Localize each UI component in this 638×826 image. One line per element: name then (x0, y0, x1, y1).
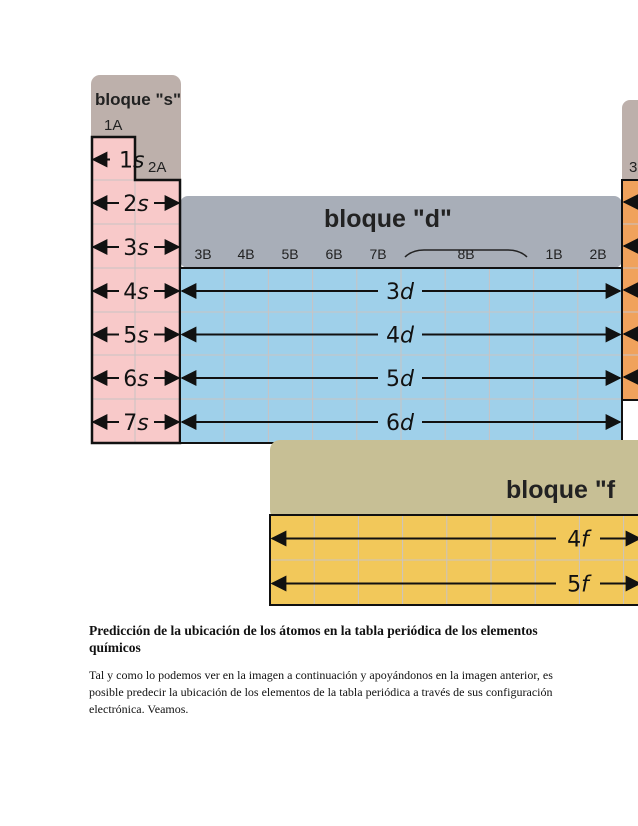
d-orbital-label: 3d (386, 280, 414, 305)
f-orbital-label: 5f (567, 572, 589, 598)
s-group-1a: 1A (104, 117, 123, 134)
s-orbital-label: 6s (123, 367, 149, 392)
s-block-title: bloque "s" (95, 90, 182, 109)
d-group-label: 6B (325, 246, 343, 262)
d-block-title: bloque "d" (324, 205, 452, 233)
section-heading: Predicción de la ubicación de los átomos en la tabla periódica de los elementos químicos (89, 623, 538, 655)
d-group-label: 4B (237, 246, 255, 262)
d-group-label: 1B (545, 246, 563, 262)
s-group-2a: 2A (148, 159, 167, 176)
d-orbital-label: 4d (386, 323, 414, 349)
d-orbital-label: 6d (386, 411, 414, 436)
s-orbital-label: 5s (123, 323, 149, 349)
d-group-label: 3B (194, 246, 212, 262)
s-orbital-label: 2s (123, 192, 149, 217)
d-group-label: 7B (369, 246, 387, 262)
p-group-label: 3 (629, 159, 638, 176)
s-orbital-label: 4s (123, 280, 149, 305)
f-block-title: bloque "f (506, 476, 616, 504)
d-orbital-label: 5d (386, 367, 414, 392)
s-orbital-label: 1s (119, 148, 145, 174)
d-group-label: 5B (281, 246, 299, 262)
f-orbital-label: 4f (567, 527, 589, 553)
d-group-label: 2B (589, 246, 607, 262)
s-orbital-label: 3s (123, 236, 149, 261)
s-orbital-label: 7s (123, 411, 149, 436)
d-group-label: 8B (457, 246, 475, 262)
body-paragraph: Tal y como lo podemos ver en la imagen a continuación y apoyándonos en la imagen anterior, es posible predecir la ubicación de los elementos de la tabla periódica a través de sus configuración electrónica. Veamos. (89, 668, 553, 716)
